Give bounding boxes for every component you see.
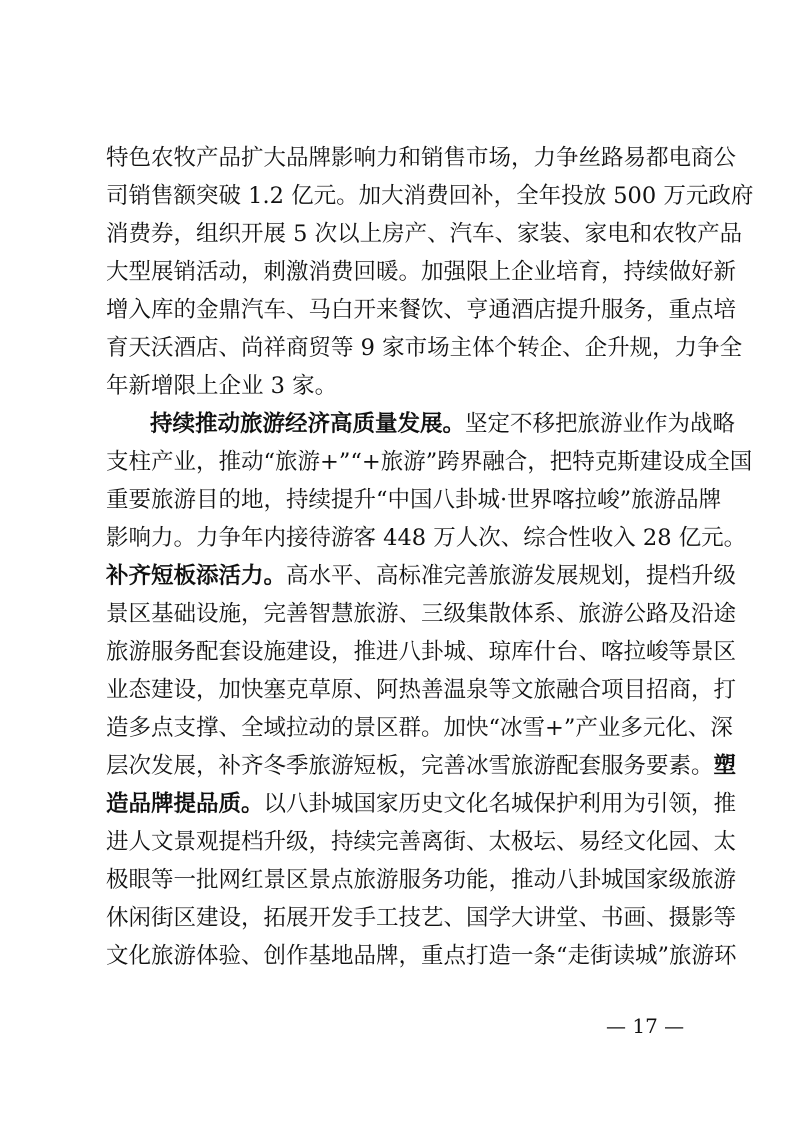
text-line: 年新增限上企业 3 家。: [106, 373, 338, 399]
text-line: 造多点支撑、全域拉动的景区群。加快“冰雪+”产业多元化、深: [106, 715, 733, 741]
text-line: 休闲街区建设，拓展开发手工技艺、国学大讲堂、书画、摄影等: [106, 905, 737, 931]
text-line: 支柱产业，推动“旅游+”“+旅游”跨界融合，把特克斯建设成全国: [106, 449, 753, 475]
page-number: — 17 —: [606, 1014, 685, 1038]
text-line: 大型展销活动，刺激消费回暖。加强限上企业培育，持续做好新: [106, 259, 737, 285]
text-line: 层次发展，补齐冬季旅游短板，完善冰雪旅游配套服务要素。塑: [106, 753, 737, 779]
text-line: 业态建设，加快塞克草原、阿热善温泉等文旅融合项目招商，打: [106, 677, 737, 703]
sub-heading-start: 塑: [713, 753, 737, 779]
text-line: 持续推动旅游经济高质量发展。坚定不移把旅游业作为战略: [150, 411, 736, 437]
text-line: 造品牌提品质。以八卦城国家历史文化名城保护利用为引领，推: [106, 791, 737, 817]
text-line: 旅游服务配套设施建设，推进八卦城、琼库什台、喀拉峻等景区: [106, 639, 737, 665]
text-line: 消费券，组织开展 5 次以上房产、汽车、家装、家电和农牧产品: [106, 221, 743, 247]
text-line: 极眼等一批网红景区景点旅游服务功能，推动八卦城国家级旅游: [106, 867, 737, 893]
sub-heading-end: 造品牌提品质。: [106, 791, 264, 817]
text-line: 补齐短板添活力。高水平、高标准完善旅游发展规划，提档升级: [106, 563, 737, 589]
text-line: 文化旅游体验、创作基地品牌，重点打造一条“走街读城”旅游环: [106, 943, 737, 969]
text-line: 景区基础设施，完善智慧旅游、三级集散体系、旅游公路及沿途: [106, 601, 737, 627]
text-line: 育天沃酒店、尚祥商贸等 9 家市场主体个转企、企升规，力争全: [106, 335, 743, 361]
text-line: 增入库的金鼎汽车、马白开来餐饮、亨通酒店提升服务，重点培: [106, 297, 737, 323]
text-line: 特色农牧产品扩大品牌影响力和销售市场，力争丝路易都电商公: [106, 145, 737, 171]
section-heading: 持续推动旅游经济高质量发展。: [150, 411, 466, 437]
text-line: 进人文景观提档升级，持续完善离街、太极坛、易经文化园、太: [106, 829, 737, 855]
text-line: 重要旅游目的地，持续提升“中国八卦城·世界喀拉峻”旅游品牌: [106, 487, 722, 513]
sub-heading: 补齐短板添活力。: [106, 563, 287, 589]
text-line: 司销售额突破 1.2 亿元。加大消费回补，全年投放 500 万元政府: [106, 183, 754, 209]
text-line: 影响力。力争年内接待游客 448 万人次、综合性收入 28 亿元。: [106, 525, 747, 551]
